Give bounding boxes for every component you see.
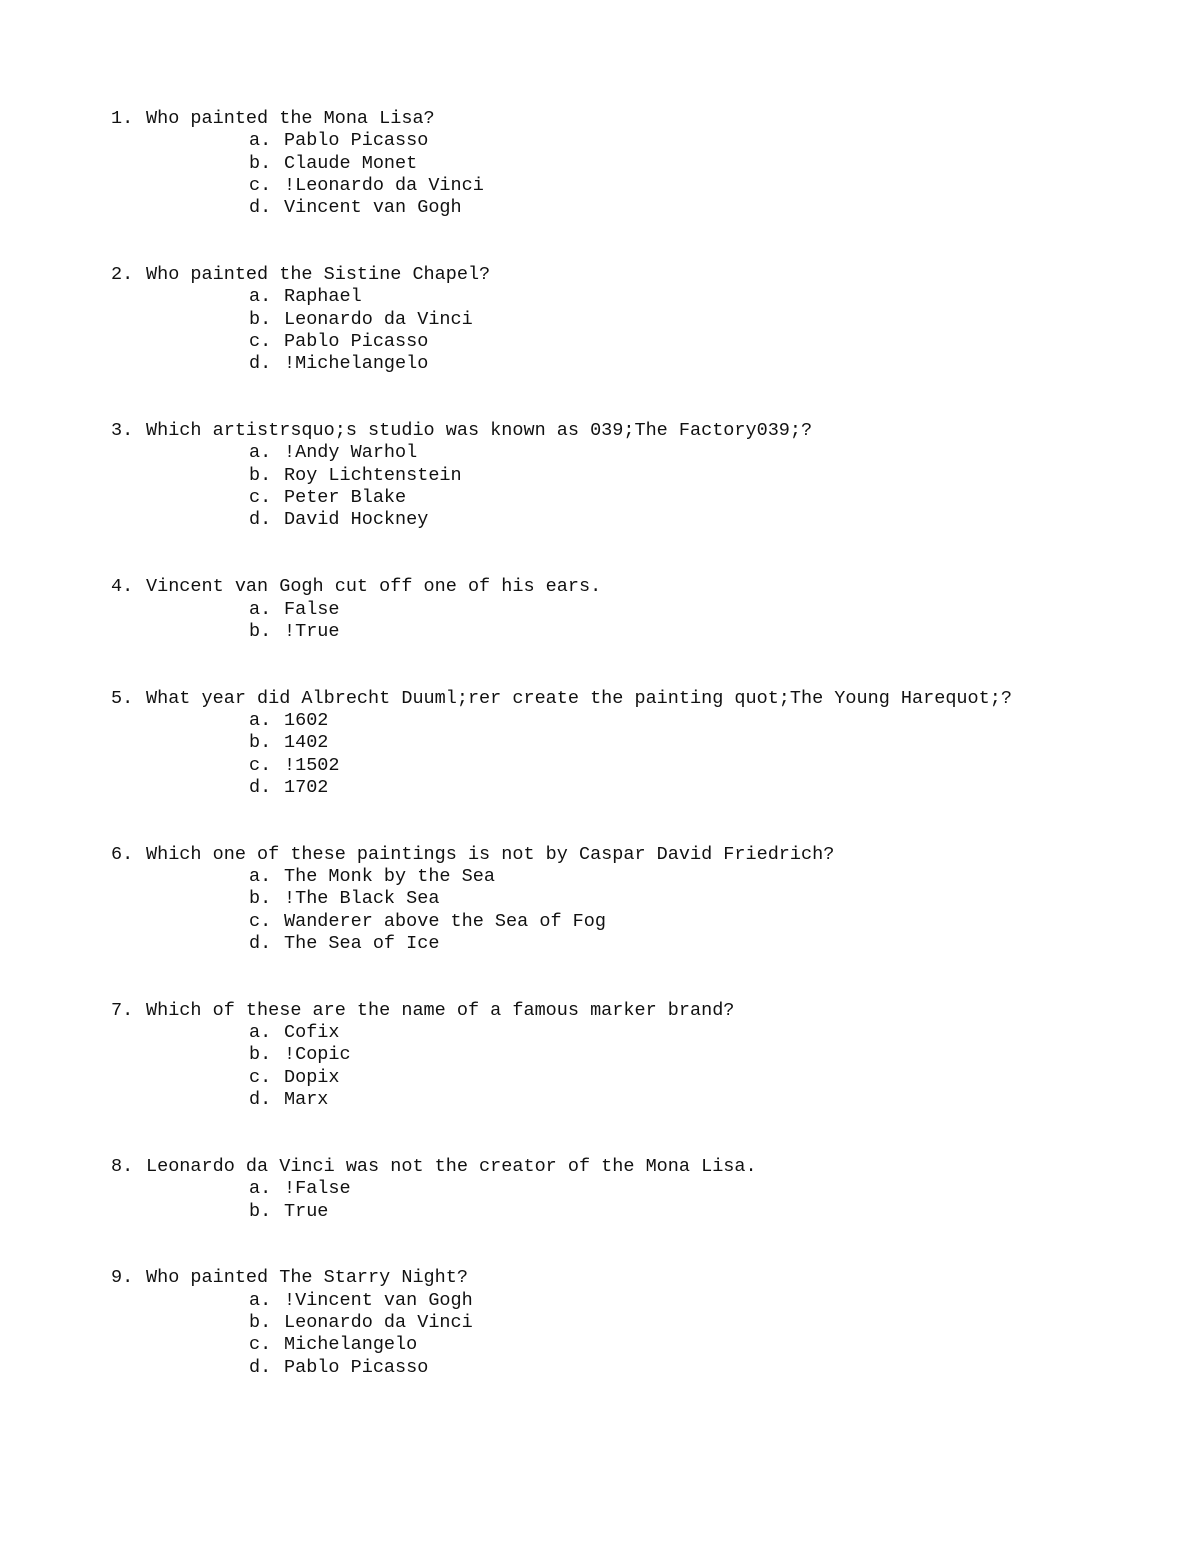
option-text: Claude Monet [284,152,418,174]
option-text: False [284,598,340,620]
option-letter: d. [249,1089,272,1111]
question-5 [111,688,1171,799]
option-text: Leonardo da Vinci [284,1312,473,1334]
option-text: 1702 [284,776,329,798]
question-text: Vincent van Gogh cut off one of his ears. [146,576,602,598]
question-line [111,108,1171,130]
option-text: Dopix [284,1066,340,1088]
question-line [111,844,1171,866]
option-text: !Leonardo da Vinci [284,174,484,196]
answer-option [111,442,1171,464]
option-letter: d. [249,776,272,798]
question-line [111,420,1171,442]
option-text: Marx [284,1089,329,1111]
answer-option [111,1178,1171,1200]
answer-option [111,509,1171,531]
answer-option [111,465,1171,487]
question-2 [111,264,1171,375]
answer-option [111,130,1171,152]
question-text: Which artistrsquo;s studio was known as 039;The Factory039;? [146,420,813,442]
question-line [111,264,1171,286]
answer-option [111,1357,1171,1379]
answer-option [111,1067,1171,1089]
question-number: 5. [111,687,134,709]
option-text: Vincent van Gogh [284,197,462,219]
option-text: David Hockney [284,509,429,531]
option-text: True [284,1200,329,1222]
answer-option [111,599,1171,621]
option-text: !False [284,1178,351,1200]
option-text: Pablo Picasso [284,1356,429,1378]
answer-option [111,621,1171,643]
answer-option [111,331,1171,353]
question-number: 2. [111,264,134,286]
question-number: 3. [111,420,134,442]
option-text: !The Black Sea [284,888,440,910]
answer-option [111,175,1171,197]
option-text: Pablo Picasso [284,130,429,152]
question-8 [111,1156,1171,1223]
option-letter: b. [249,620,272,642]
question-line [111,576,1171,598]
answer-option [111,353,1171,375]
answer-option [111,1290,1171,1312]
question-line [111,1267,1171,1289]
question-number: 8. [111,1155,134,1177]
option-letter: b. [249,1312,272,1334]
option-text: !True [284,620,340,642]
option-letter: b. [249,1044,272,1066]
question-4 [111,576,1171,643]
option-text: The Monk by the Sea [284,866,495,888]
option-letter: b. [249,152,272,174]
option-text: 1602 [284,710,329,732]
option-text: Pablo Picasso [284,330,429,352]
option-text: !Michelangelo [284,353,429,375]
option-text: !Andy Warhol [284,442,418,464]
option-text: !1502 [284,754,340,776]
option-letter: b. [249,732,272,754]
option-letter: d. [249,932,272,954]
option-letter: c. [249,1066,272,1088]
option-letter: c. [249,330,272,352]
option-text: Michelangelo [284,1334,418,1356]
answer-option [111,197,1171,219]
option-letter: a. [249,1022,272,1044]
question-line [111,688,1171,710]
question-number: 7. [111,999,134,1021]
answer-option [111,1022,1171,1044]
question-text: Which one of these paintings is not by Caspar David Friedrich? [146,843,835,865]
question-text: Who painted the Sistine Chapel? [146,264,491,286]
question-number: 1. [111,108,134,129]
option-letter: a. [249,130,272,152]
option-letter: b. [249,1200,272,1222]
option-text: Peter Blake [284,487,407,509]
option-letter: d. [249,1356,272,1378]
answer-option [111,911,1171,933]
question-text: Which of these are the name of a famous marker brand? [146,999,735,1021]
answer-option [111,1089,1171,1111]
answer-option [111,777,1171,799]
option-letter: b. [249,888,272,910]
option-text: Raphael [284,286,362,308]
option-letter: a. [249,1178,272,1200]
option-letter: d. [249,353,272,375]
option-letter: a. [249,442,272,464]
question-line [111,1156,1171,1178]
question-text: What year did Albrecht Duuml;rer create the painting quot;The Young Harequot;? [146,687,1012,709]
question-7 [111,1000,1171,1111]
option-text: Wanderer above the Sea of Fog [284,910,606,932]
question-3 [111,420,1171,531]
answer-option [111,153,1171,175]
option-letter: d. [249,197,272,219]
question-text: Leonardo da Vinci was not the creator of the Mona Lisa. [146,1155,757,1177]
answer-option [111,487,1171,509]
answer-option [111,732,1171,754]
answer-option [111,933,1171,955]
answer-option [111,1044,1171,1066]
option-letter: c. [249,487,272,509]
answer-option [111,755,1171,777]
quiz-list [111,108,1171,1424]
option-letter: b. [249,308,272,330]
option-letter: a. [249,1289,272,1311]
option-letter: d. [249,509,272,531]
option-text: Cofix [284,1022,340,1044]
question-9 [111,1267,1171,1378]
answer-option [111,1334,1171,1356]
option-text: !Vincent van Gogh [284,1289,473,1311]
option-text: Leonardo da Vinci [284,308,473,330]
option-letter: a. [249,286,272,308]
option-letter: a. [249,598,272,620]
question-number: 9. [111,1267,134,1289]
question-6 [111,844,1171,955]
answer-option [111,309,1171,331]
answer-option [111,286,1171,308]
option-letter: a. [249,710,272,732]
answer-option [111,866,1171,888]
question-text: Who painted The Starry Night? [146,1267,468,1289]
question-number: 4. [111,576,134,598]
option-letter: c. [249,1334,272,1356]
option-letter: b. [249,464,272,486]
answer-option [111,1312,1171,1334]
option-text: Roy Lichtenstein [284,464,462,486]
question-text: Who painted the Mona Lisa? [146,108,435,129]
option-text: !Copic [284,1044,351,1066]
option-letter: c. [249,174,272,196]
answer-option [111,1201,1171,1223]
question-1 [111,108,1171,219]
answer-option [111,888,1171,910]
option-letter: c. [249,754,272,776]
option-text: 1402 [284,732,329,754]
option-letter: c. [249,910,272,932]
question-number: 6. [111,843,134,865]
option-text: The Sea of Ice [284,932,440,954]
answer-option [111,710,1171,732]
option-letter: a. [249,866,272,888]
question-line [111,1000,1171,1022]
